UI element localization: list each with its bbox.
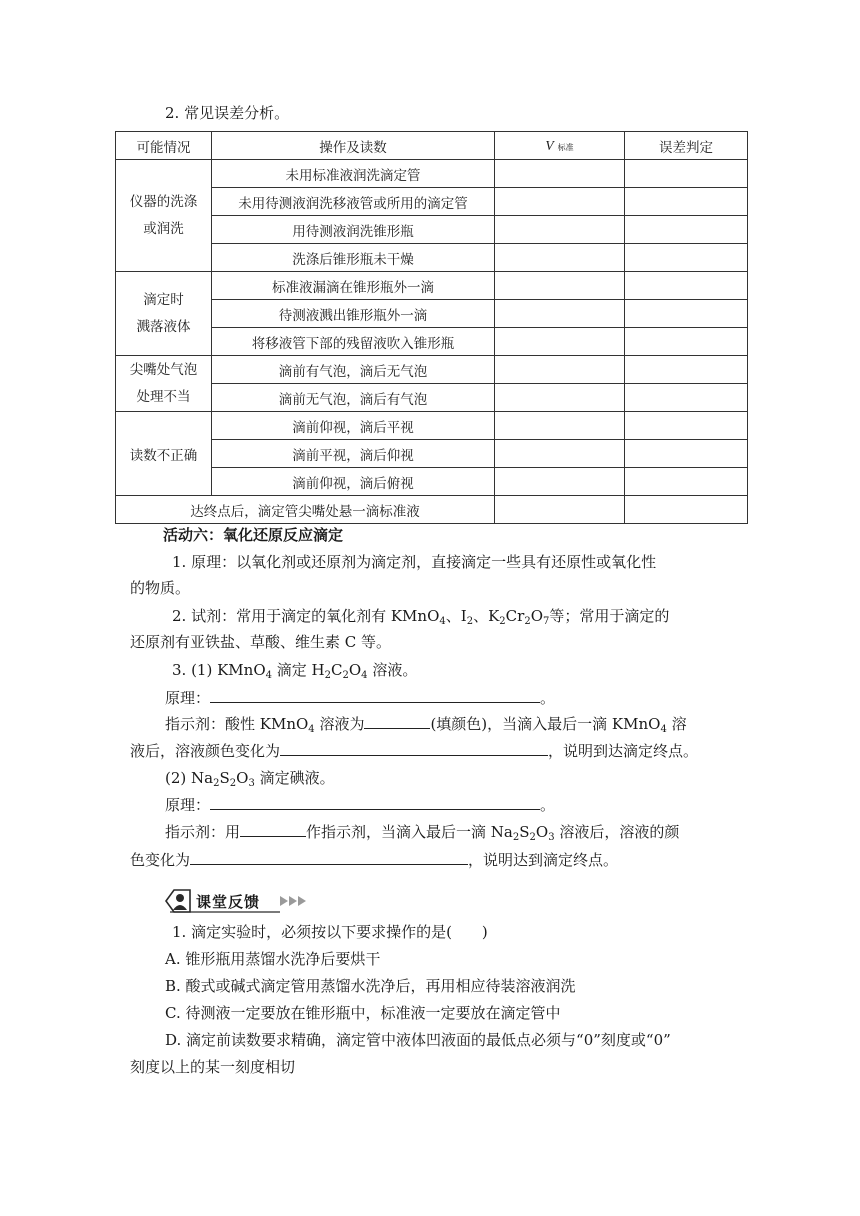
operation-cell: 未用标准液润洗滴定管 <box>212 160 495 188</box>
v-cell <box>495 272 625 300</box>
v-cell <box>495 300 625 328</box>
operation-cell: 待测液溅出锥形瓶外一滴 <box>212 300 495 328</box>
error-cell <box>625 496 748 524</box>
error-cell <box>625 356 748 384</box>
table-row <box>116 160 748 188</box>
option-d-cont: 刻度以上的某一刻度相切 <box>130 1058 296 1076</box>
na2s2o3-indicator: 指示剂：用 作指示剂，当滴入最后一滴 $Na_2S_2O_3$ 溶液后，溶液的颜 <box>165 823 680 843</box>
v-cell <box>495 160 625 188</box>
answer-blank[interactable] <box>364 714 430 729</box>
error-cell <box>625 160 748 188</box>
header-operation: 操作及读数 <box>212 132 495 160</box>
na2s2o3-principle: 原理： 。 <box>165 796 556 814</box>
error-cell <box>625 412 748 440</box>
header-v-standard <box>495 132 625 160</box>
answer-blank[interactable] <box>280 741 548 756</box>
error-cell <box>625 384 748 412</box>
kmno4-indicator: 指示剂：酸性 KMnO$_4$ 溶液为 (填颜色)，当滴入最后一滴 KMnO$_4$ 溶 <box>165 715 687 735</box>
v-cell <box>495 356 625 384</box>
operation-cell: 未用待测液润洗移液管或所用的滴定管 <box>212 188 495 216</box>
badge-label: 课堂反馈 <box>196 893 261 911</box>
error-cell <box>625 188 748 216</box>
table-row <box>116 496 748 524</box>
header-case: 可能情况 <box>116 132 212 160</box>
operation-cell: 滴前无气泡，滴后有气泡 <box>212 384 495 412</box>
group-label: 滴定时 溅落液体 <box>116 272 212 356</box>
error-analysis-table <box>115 131 748 524</box>
operation-cell: 滴前仰视，滴后俯视 <box>212 468 495 496</box>
header-error: 误差判定 <box>625 132 748 160</box>
v-cell <box>495 216 625 244</box>
answer-blank[interactable] <box>210 688 540 703</box>
error-cell <box>625 328 748 356</box>
section-title: 2. 常见误差分析。 <box>165 104 290 122</box>
operation-cell: 滴前有气泡，滴后无气泡 <box>212 356 495 384</box>
error-cell <box>625 216 748 244</box>
group-label: 读数不正确 <box>116 412 212 496</box>
na2s2o3-indicator-cont: 色变化为 ，说明达到滴定终点。 <box>130 851 619 869</box>
operation-cell: 洗涤后锥形瓶未干燥 <box>212 244 495 272</box>
v-label: V <box>545 137 554 153</box>
v-subscript: 标准 <box>557 142 574 152</box>
reagent-line: 2. 试剂：常用于滴定的氧化剂有 KMnO$_4$、$I_2$、$K_2Cr_2O_7$等；常用于滴定的 <box>172 607 670 627</box>
table-row <box>116 412 748 440</box>
kmno4-indicator-cont: 液后，溶液颜色变化为 ，说明到达滴定终点。 <box>130 742 699 760</box>
option-a[interactable]: A. 锥形瓶用蒸馏水洗净后要烘干 <box>165 950 381 968</box>
question-stem: 1. 滴定实验时，必须按以下要求操作的是( ) <box>172 923 488 941</box>
activity-title: 活动六：氧化还原反应滴定 <box>163 526 344 544</box>
answer-blank[interactable] <box>210 795 540 810</box>
v-cell <box>495 384 625 412</box>
answer-blank[interactable] <box>240 822 306 837</box>
na2s2o3-title: (2) $Na_2S_2O_3$ 滴定碘液。 <box>165 769 335 789</box>
v-cell <box>495 412 625 440</box>
error-cell <box>625 468 748 496</box>
feedback-badge <box>160 888 320 914</box>
operation-cell: 达终点后，滴定管尖嘴处悬一滴标准液 <box>116 496 495 524</box>
person-icon <box>176 894 184 902</box>
answer-blank[interactable] <box>190 850 468 865</box>
group-label: 尖嘴处气泡 处理不当 <box>116 356 212 412</box>
error-cell <box>625 300 748 328</box>
operation-cell: 将移液管下部的残留液吹入锥形瓶 <box>212 328 495 356</box>
error-cell <box>625 272 748 300</box>
table-row <box>116 356 748 384</box>
v-cell <box>495 496 625 524</box>
principle-line-cont: 的物质。 <box>130 579 191 597</box>
error-cell <box>625 244 748 272</box>
table-row <box>116 272 748 300</box>
group-label: 仪器的洗涤 或润洗 <box>116 160 212 272</box>
operation-cell: 标准液漏滴在锥形瓶外一滴 <box>212 272 495 300</box>
operation-cell: 用待测液润洗锥形瓶 <box>212 216 495 244</box>
kmno4-title: 3. (1) KMnO$_4$ 滴定 $H_2C_2O_4$ 溶液。 <box>172 661 418 681</box>
principle-line: 1. 原理：以氧化剂或还原剂为滴定剂，直接滴定一些具有还原性或氧化性 <box>172 553 657 571</box>
reagent-line-cont: 还原剂有亚铁盐、草酸、维生素 C 等。 <box>130 633 392 651</box>
kmno4-principle: 原理： 。 <box>165 689 556 707</box>
v-cell <box>495 188 625 216</box>
option-b[interactable]: B. 酸式或碱式滴定管用蒸馏水洗净后，再用相应待装溶液润洗 <box>165 977 576 995</box>
error-cell <box>625 440 748 468</box>
table-header-row <box>116 132 748 160</box>
operation-cell: 滴前平视，滴后仰视 <box>212 440 495 468</box>
operation-cell: 滴前仰视，滴后平视 <box>212 412 495 440</box>
v-cell <box>495 328 625 356</box>
v-cell <box>495 440 625 468</box>
v-cell <box>495 244 625 272</box>
option-c[interactable]: C. 待测液一定要放在锥形瓶中，标准液一定要放在滴定管中 <box>165 1004 561 1022</box>
v-cell <box>495 468 625 496</box>
option-d[interactable]: D. 滴定前读数要求精确，滴定管中液体凹液面的最低点必须与“0”刻度或“0” <box>165 1031 671 1049</box>
